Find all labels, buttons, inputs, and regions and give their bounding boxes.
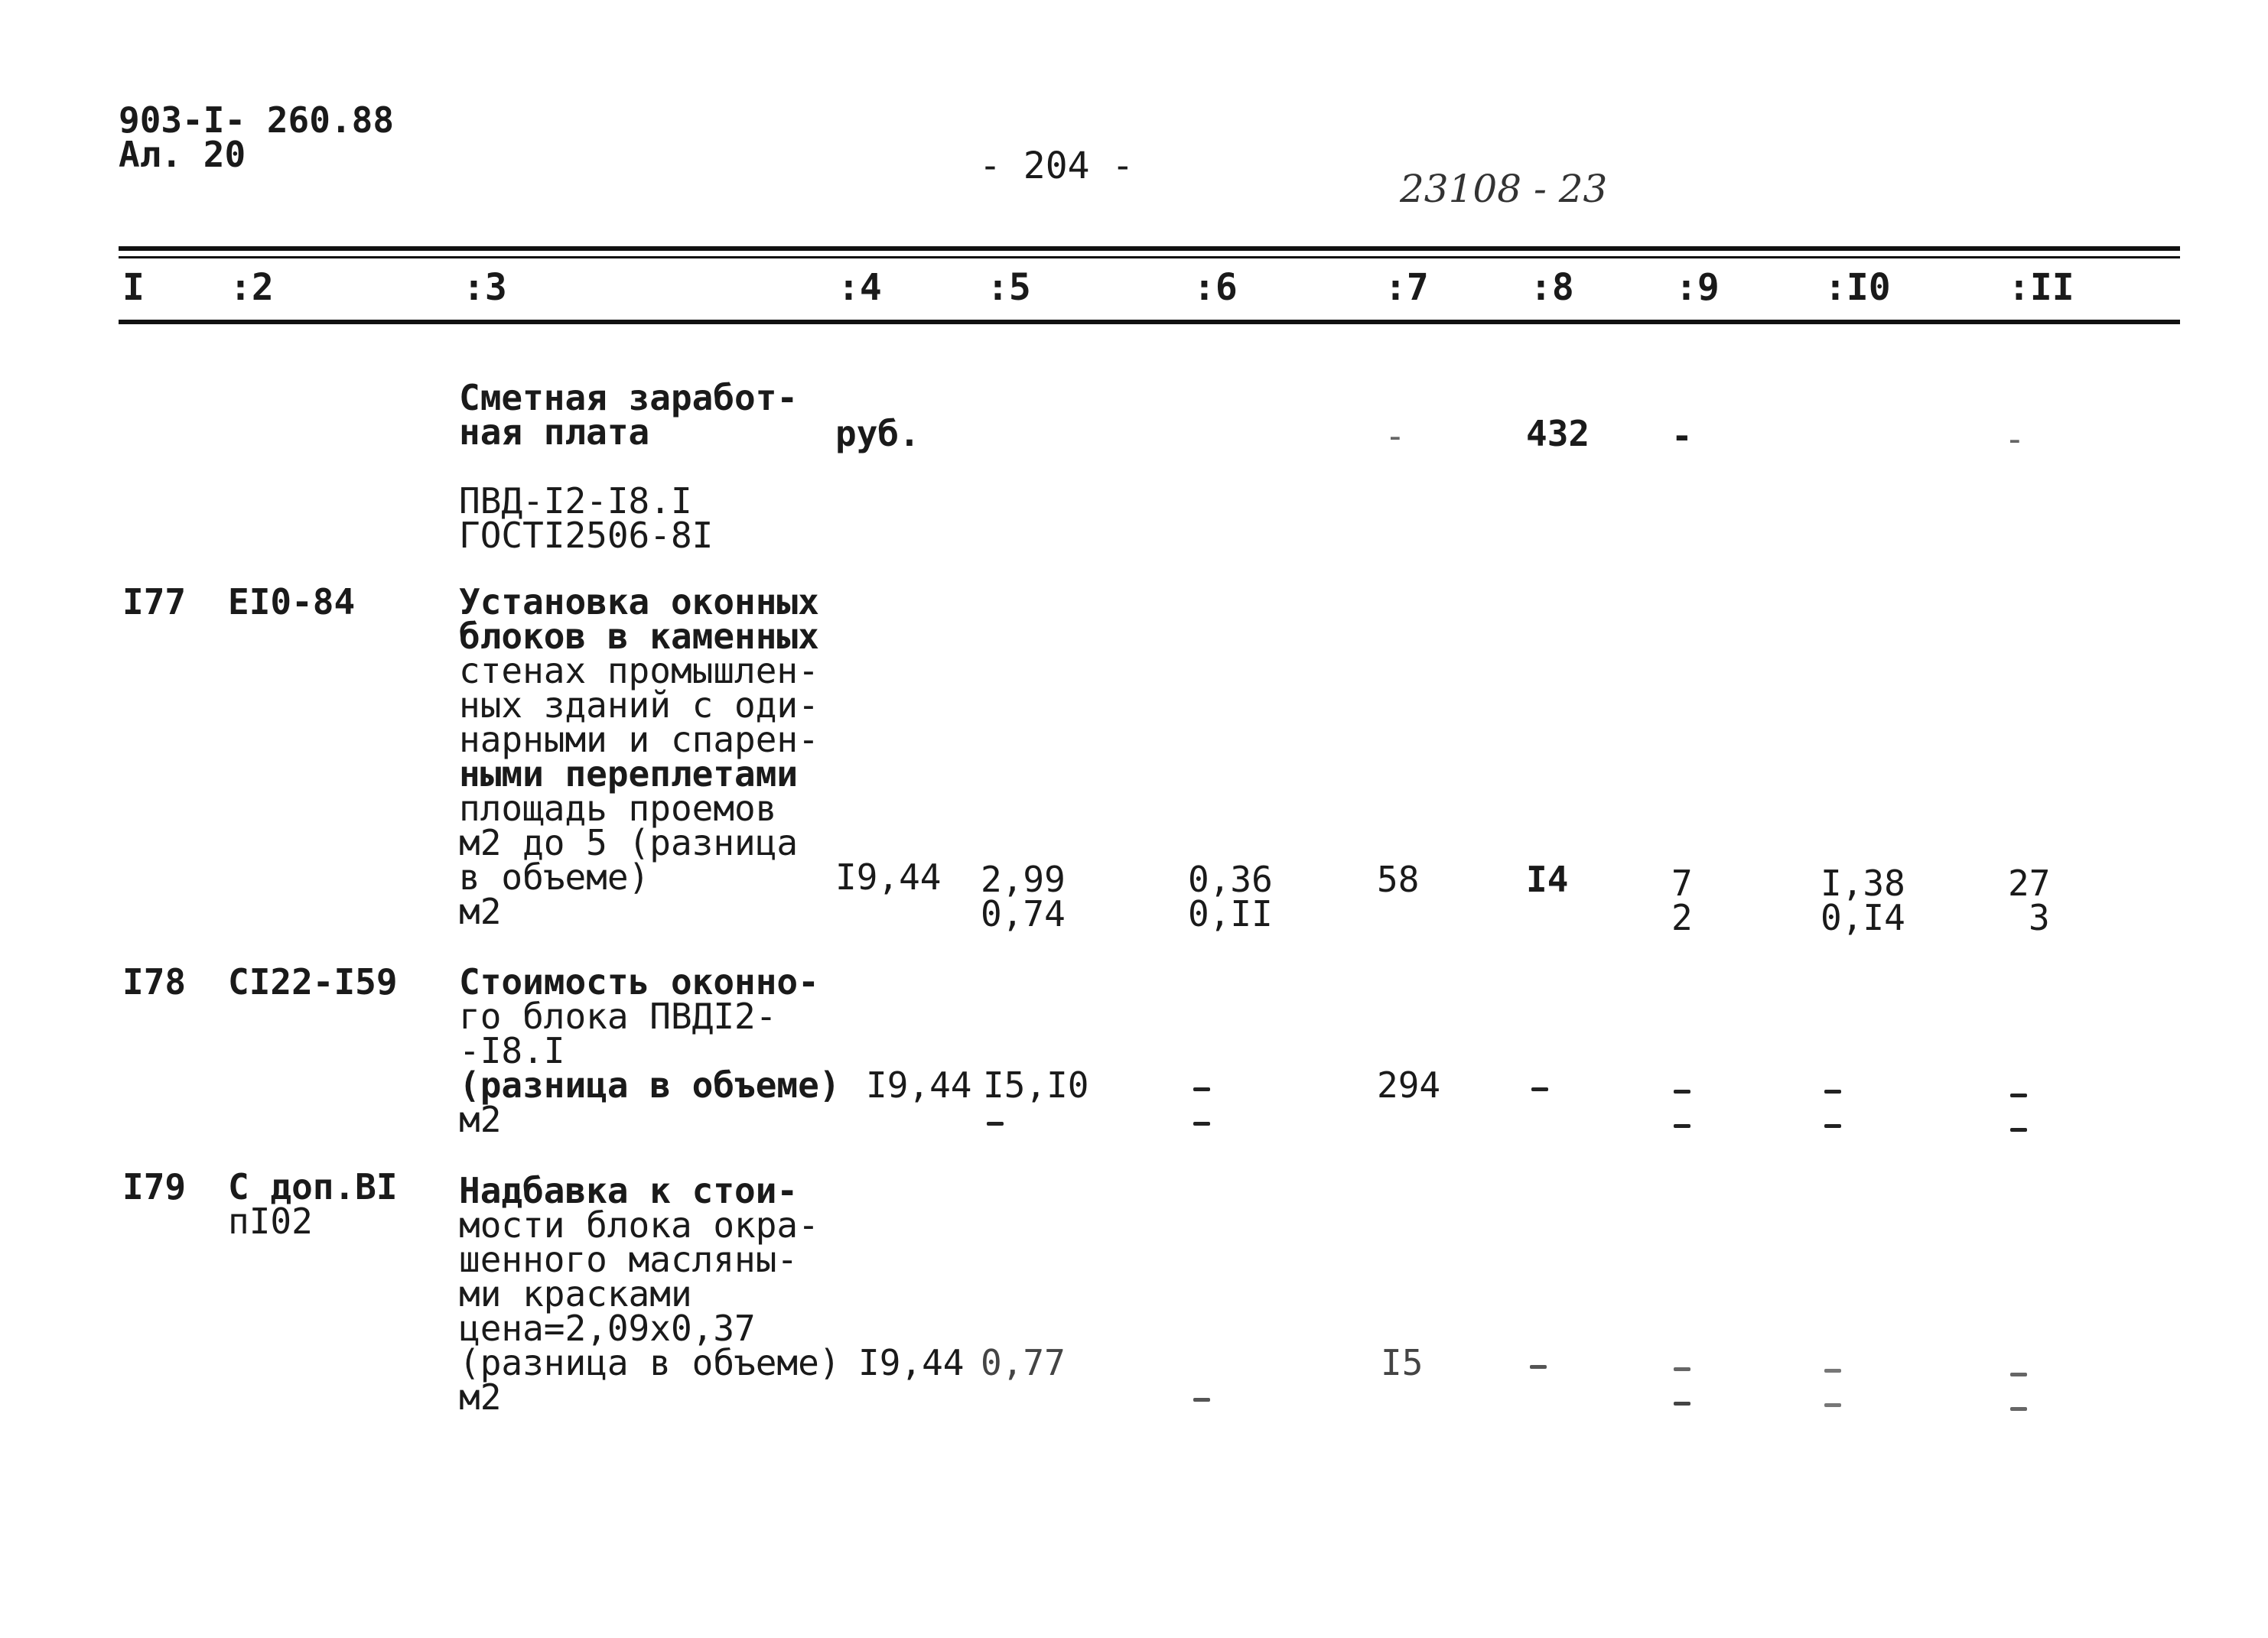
row-179-desc-line-6: (разница в объеме)	[459, 1342, 841, 1383]
column-header-3: :3	[463, 266, 507, 309]
row-wages-unit: руб.	[835, 413, 920, 454]
row-177-desc-line-2: блоков в каменных	[459, 616, 819, 657]
row-177-desc-line-6: ными переплетами	[459, 753, 799, 795]
row-177-col10-bottom: 0,I4	[1821, 897, 1905, 938]
row-179-col9-dash-bottom	[1674, 1402, 1690, 1406]
row-179-desc-line-5: цена=2,09х0,37	[459, 1308, 756, 1349]
row-178-col10-dash-bottom	[1824, 1124, 1841, 1128]
row-178-col11-dash-bottom	[2010, 1128, 2027, 1132]
row-179-col11-dash-top	[2010, 1373, 2027, 1376]
row-wages-col8: 432	[1526, 413, 1590, 454]
row-179-id: I79	[122, 1166, 187, 1207]
row-wages-col7: -	[1385, 415, 1406, 457]
document-code: 903-I- 260.88	[119, 99, 395, 141]
row-178-col8-dash	[1531, 1087, 1548, 1091]
row-179-desc-line-1: Надбавка к стои-	[459, 1170, 799, 1211]
row-178-col9-dash-top	[1674, 1090, 1690, 1094]
table-top-rule	[119, 246, 2180, 251]
column-header-9: :9	[1675, 266, 1720, 309]
page-number: - 204 -	[979, 145, 1134, 187]
row-177-desc-line-4: ных зданий с оди-	[459, 684, 819, 726]
row-178-col7: 294	[1377, 1064, 1441, 1106]
row-179-desc-line-4: ми красками	[459, 1273, 692, 1315]
row-178-col10-dash-top	[1824, 1090, 1841, 1094]
row-179-code-line-2: пI02	[228, 1201, 313, 1242]
row-177-col7: 58	[1377, 859, 1420, 900]
row-177-desc-line-7: площадь проемов	[459, 788, 777, 829]
handwritten-reference: 23108 - 23	[1400, 167, 1608, 211]
row-178-col6-dash-bottom	[1193, 1122, 1210, 1126]
row-179-desc-line-7: м2	[459, 1376, 502, 1418]
column-header-1: I	[122, 266, 145, 309]
table-header-bottom-rule	[119, 320, 2180, 324]
row-178-desc-line-5: м2	[459, 1099, 502, 1140]
row-178-qty: I9,44	[866, 1064, 972, 1106]
column-header-7: :7	[1385, 266, 1429, 309]
sheet-label: Ал. 20	[119, 134, 246, 175]
row-178-col9-dash-bottom	[1674, 1124, 1690, 1128]
row-178-desc-line-1: Стоимость оконно-	[459, 961, 819, 1003]
row-179-col9-dash-top	[1674, 1367, 1690, 1371]
row-178-col5: I5,I0	[983, 1064, 1089, 1106]
row-178-col6-dash-top	[1193, 1087, 1210, 1091]
row-177-col10-top: I,38	[1821, 863, 1905, 904]
row-wages-desc-line-1: Сметная заработ-	[459, 377, 799, 418]
row-177-col5-bottom: 0,74	[981, 893, 1066, 934]
row-wages-col9: -	[1671, 415, 1693, 457]
row-177-col8: I4	[1526, 859, 1569, 900]
row-178-desc-line-3: -I8.I	[459, 1030, 565, 1071]
row-178-desc-line-2: го блока ПВДI2-	[459, 996, 777, 1037]
row-179-col8-dash	[1530, 1365, 1547, 1369]
row-177-desc-line-9: в объеме)	[459, 856, 650, 898]
row-179-code-line-1: С доп.BI	[228, 1166, 398, 1207]
row-179-desc-line-2: мости блока окра-	[459, 1204, 819, 1246]
row-177-col9-bottom: 2	[1671, 897, 1693, 938]
row-177-col6-top: 0,36	[1188, 859, 1273, 900]
row-177-col11-top: 27	[2008, 863, 2051, 904]
row-177-code: EI0-84	[228, 581, 356, 622]
column-header-11: :II	[2008, 266, 2074, 309]
row-wages-desc-line-2: ная плата	[459, 411, 650, 453]
row-177-id: I77	[122, 581, 187, 622]
row-179-col6-dash	[1193, 1398, 1210, 1402]
row-177-desc-line-8: м2 до 5 (разница	[459, 822, 799, 863]
row-179-col7: I5	[1381, 1342, 1424, 1383]
row-179-col10-dash-bottom	[1824, 1403, 1841, 1407]
column-header-4: :4	[838, 266, 882, 309]
row-178-id: I78	[122, 961, 187, 1003]
table-top-rule-thin	[119, 256, 2180, 258]
column-header-6: :6	[1193, 266, 1238, 309]
row-178-code: CI22-I59	[228, 961, 398, 1003]
row-179-col5: 0,77	[981, 1342, 1066, 1383]
note-standard: ГОСТI2506-8I	[459, 515, 714, 556]
row-wages-col11: -	[2004, 418, 2026, 460]
row-178-desc-line-4: (разница в объеме)	[459, 1064, 841, 1106]
row-179-qty: I9,44	[858, 1342, 965, 1383]
row-177-col11-bottom: 3	[2029, 897, 2050, 938]
row-178-col5-dash	[987, 1122, 1004, 1126]
row-179-desc-line-3: шенного масляны-	[459, 1239, 799, 1280]
column-header-10: :I0	[1824, 266, 1891, 309]
column-header-8: :8	[1530, 266, 1574, 309]
note-product-code: ПВД-I2-I8.I	[459, 480, 692, 522]
row-179-col10-dash-top	[1824, 1369, 1841, 1373]
row-177-col6-bottom: 0,II	[1188, 893, 1273, 934]
row-177-desc-line-10: м2	[459, 891, 502, 932]
row-178-col11-dash-top	[2010, 1094, 2027, 1097]
row-179-col11-dash-bottom	[2010, 1407, 2027, 1411]
row-177-desc-line-5: нарными и спарен-	[459, 719, 819, 760]
column-header-2: :2	[229, 266, 274, 309]
row-177-col5-top: 2,99	[981, 859, 1066, 900]
row-177-desc-line-3: стенах промышлен-	[459, 650, 819, 691]
row-177-qty: I9,44	[835, 856, 942, 898]
row-177-col9-top: 7	[1671, 863, 1693, 904]
column-header-5: :5	[987, 266, 1031, 309]
row-177-desc-line-1: Установка оконных	[459, 581, 819, 622]
